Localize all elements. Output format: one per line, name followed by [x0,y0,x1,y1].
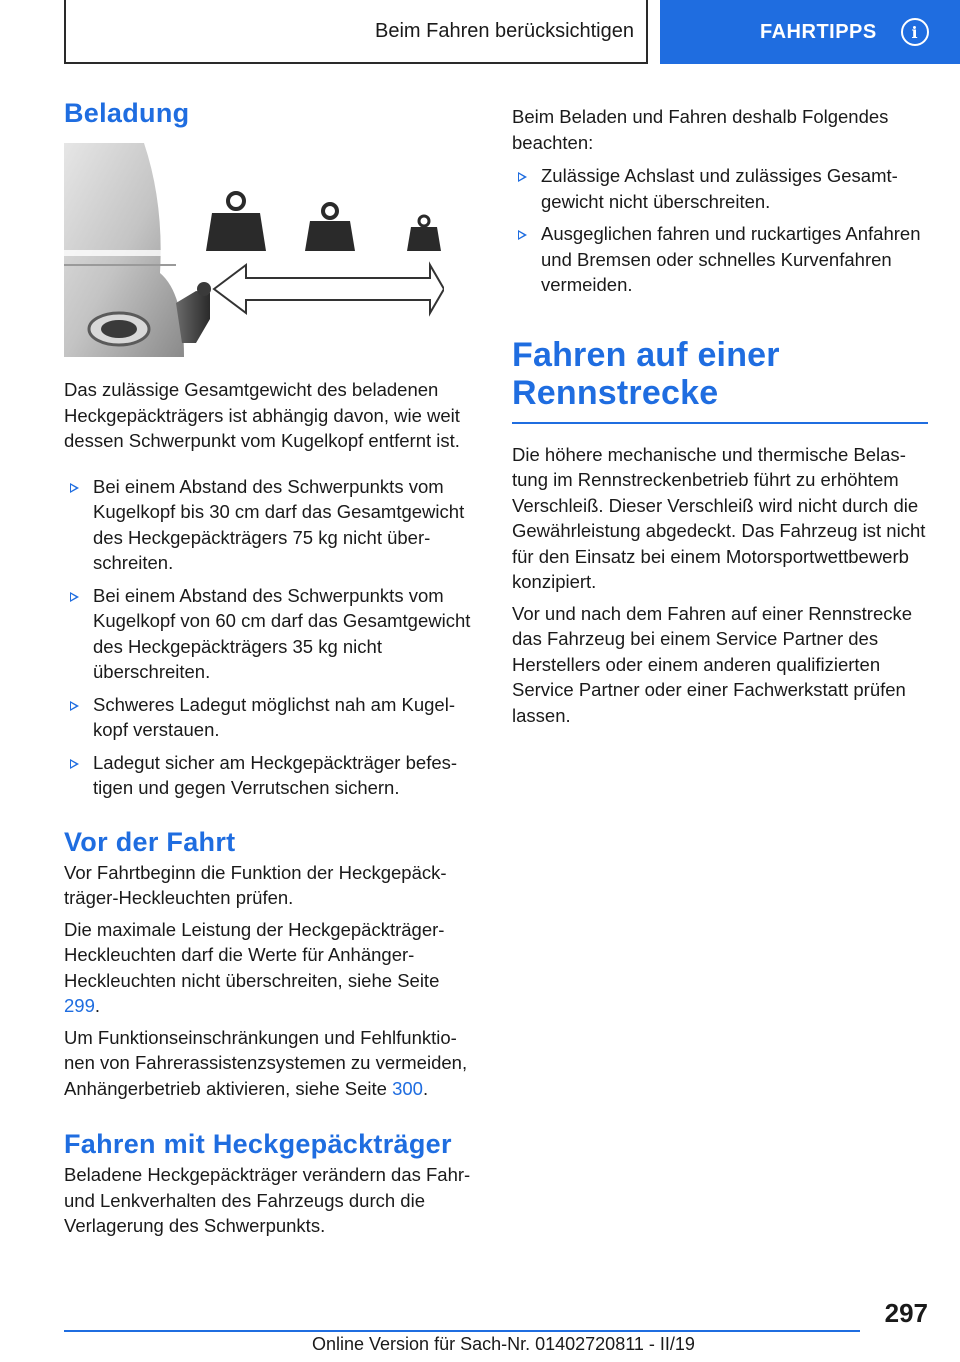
page-link-300[interactable]: 300 [392,1077,423,1099]
rear-carrier-load-illustration [64,143,444,357]
beladung-text: Das zulässige Gesamtgewicht des beladenen Heckgepäckträgers ist abhängig davon, wie weit dessen Schwerpunkt vom Kugelkopf entfernt ist. [64,379,460,451]
footer-version-text: Online Version für Sach-Nr. 01402720811 - II/19 [312,1334,695,1354]
right-intro: Beim Beladen und Fahren deshalb Folgendes beachten: [512,106,889,153]
rennstrecke-paragraph-1: Die höhere mechanische und thermische Belastung im Rennstreckenbetrieb führt zu erhöhtem Verschleiß. Dieser Verschleiß wird nicht durch die Gewährleistung abgedeckt. Das Fahrzeug ist nicht für den Einsatz bei einem Motorsportwettbewerb konzipiert. [512,443,926,592]
list-item: Zulässige Achslast und zulässiges Gesamtgewicht nicht überschreiten. [512,163,928,214]
vorfahrt-paragraph-2: Die maximale Leistung der Heckgepäckträger-Heckleuchten darf die Werte für Anhänger-Heckleuchten nicht überschreiten, siehe Seite 299. [64,918,445,1016]
list-item: Bei einem Abstand des Schwerpunkts vom Kugelkopf bis 30 cm darf das Gesamtgewicht des Heckgepäckträgers 75 kg nicht überschreiten. [64,474,480,576]
beladung-bullets [64,474,480,801]
heading-rule [512,422,928,424]
triangle-bullet-icon [518,172,527,182]
fahren-text: Beladene Heckgepäckträger verändern das Fahr- und Lenkverhalten des Fahrzeugs durch die Verlagerung des Schwerpunkts. [64,1164,471,1236]
rennstrecke-paragraph-2: Vor und nach dem Fahren auf einer Rennstrecke das Fahrzeug bei einem Service Partner des Herstellers oder einem anderen qualifizierten Service Partner oder einer Fachwerkstatt prüfen lassen. [512,602,913,726]
triangle-bullet-icon [518,230,527,240]
list-item: Schweres Ladegut möglichst nah am Kugelkopf verstauen. [64,692,480,743]
info-icon[interactable]: i [901,18,929,46]
list-item: Ladegut sicher am Heckgepäckträger befestigen und gegen Verrutschen sichern. [64,750,480,801]
right-bullets [512,163,928,298]
list-item: Ausgeglichen fahren und ruckartiges Anfahren und Bremsen oder schnelles Kurvenfahren vermeiden. [512,221,928,298]
triangle-bullet-icon [70,701,79,711]
vorfahrt-heading: Vor der Fahrt [64,826,236,857]
header-chapter-title: FAHRTIPPS [760,20,877,43]
triangle-bullet-icon [70,759,79,769]
left-column [64,98,480,1239]
vorfahrt-paragraph-1: Vor Fahrtbeginn die Funktion der Heckgepäckträger-Heckleuchten prüfen. [64,861,447,908]
rennstrecke-heading: Fahren auf einer Rennstrecke [512,335,780,412]
triangle-bullet-icon [70,592,79,602]
header-section-title: Beim Fahren berücksichtigen [374,19,634,42]
footer-rule [64,1330,860,1332]
beladung-heading: Beladung [64,98,190,128]
vorfahrt-paragraph-3: Um Funktionseinschränkungen und Fehlfunktionen von Fahrerassistenzsystemen zu vermeiden, Anhängerbetrieb aktivieren, siehe Seite 300. [64,1026,468,1099]
list-item: Bei einem Abstand des Schwerpunkts vom Kugelkopf von 60 cm darf das Gesamtgewicht des Heckgepäckträgers 35 kg nicht überschreiten. [64,583,480,685]
header-chapter-tab[interactable] [660,0,960,64]
page-number: 297 [884,1298,928,1328]
header-section-box [64,0,648,64]
fahren-heading: Fahren mit Heckgepäckträger [64,1129,452,1159]
triangle-bullet-icon [70,483,79,493]
right-column [512,98,928,728]
page-link-299[interactable]: 299 [64,995,95,1016]
